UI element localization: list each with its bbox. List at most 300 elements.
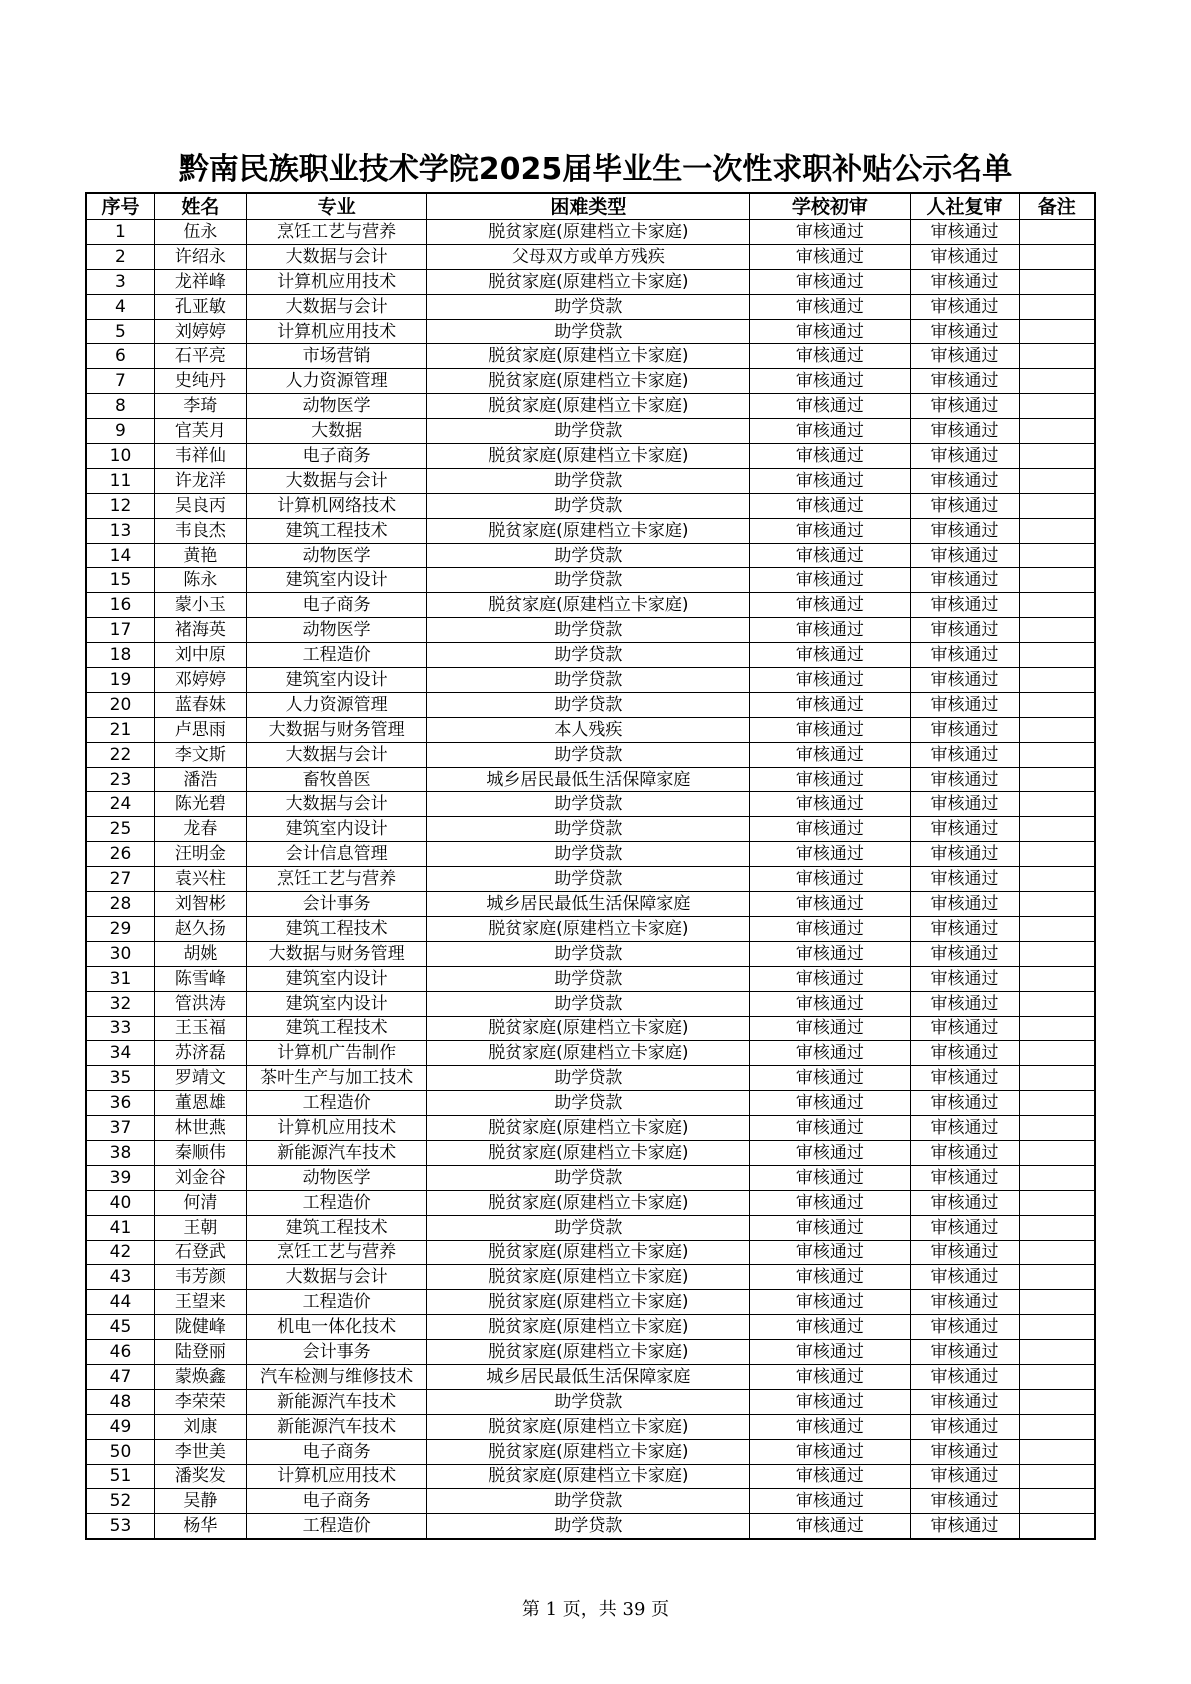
cell-major: 动物医学	[246, 543, 427, 568]
cell-difficulty-type: 助学贷款	[427, 1389, 750, 1414]
cell-name: 李文斯	[154, 742, 246, 767]
cell-school-review: 审核通过	[750, 867, 910, 892]
cell-major: 汽车检测与维修技术	[246, 1364, 427, 1389]
cell-major: 畜牧兽医	[246, 767, 427, 792]
cell-school-review: 审核通过	[750, 1464, 910, 1489]
cell-name: 许龙洋	[154, 468, 246, 493]
cell-index: 26	[86, 842, 154, 867]
cell-name: 王望来	[154, 1290, 246, 1315]
cell-school-review: 审核通过	[750, 643, 910, 668]
cell-hr-review: 审核通过	[910, 1190, 1019, 1215]
cell-remarks	[1019, 1439, 1095, 1464]
cell-difficulty-type: 助学贷款	[427, 941, 750, 966]
cell-hr-review: 审核通过	[910, 842, 1019, 867]
document-title: 黔南民族职业技术学院2025届毕业生一次性求职补贴公示名单	[178, 152, 1013, 187]
cell-school-review: 审核通过	[750, 220, 910, 245]
cell-major: 建筑工程技术	[246, 1215, 427, 1240]
cell-remarks	[1019, 294, 1095, 319]
cell-hr-review: 审核通过	[910, 593, 1019, 618]
cell-remarks	[1019, 1165, 1095, 1190]
cell-difficulty-type: 本人残疾	[427, 717, 750, 742]
cell-remarks	[1019, 1215, 1095, 1240]
cell-difficulty-type: 城乡居民最低生活保障家庭	[427, 1364, 750, 1389]
cell-name: 蒙焕鑫	[154, 1364, 246, 1389]
cell-school-review: 审核通过	[750, 244, 910, 269]
cell-name: 潘浩	[154, 767, 246, 792]
cell-difficulty-type: 脱贫家庭(原建档立卡家庭)	[427, 1315, 750, 1340]
cell-school-review: 审核通过	[750, 692, 910, 717]
cell-remarks	[1019, 1116, 1095, 1141]
cell-major: 大数据与会计	[246, 742, 427, 767]
cell-name: 陈光碧	[154, 792, 246, 817]
cell-difficulty-type: 助学贷款	[427, 468, 750, 493]
cell-school-review: 审核通过	[750, 1165, 910, 1190]
cell-school-review: 审核通过	[750, 817, 910, 842]
table-row	[86, 344, 1095, 369]
cell-remarks	[1019, 220, 1095, 245]
cell-name: 陈永	[154, 568, 246, 593]
cell-major: 动物医学	[246, 1165, 427, 1190]
cell-remarks	[1019, 817, 1095, 842]
cell-hr-review: 审核通过	[910, 941, 1019, 966]
cell-index: 46	[86, 1340, 154, 1365]
cell-difficulty-type: 脱贫家庭(原建档立卡家庭)	[427, 269, 750, 294]
cell-hr-review: 审核通过	[910, 244, 1019, 269]
table-row	[86, 1389, 1095, 1414]
table-row	[86, 991, 1095, 1016]
cell-remarks	[1019, 344, 1095, 369]
cell-name: 韦祥仙	[154, 444, 246, 469]
cell-hr-review: 审核通过	[910, 568, 1019, 593]
cell-hr-review: 审核通过	[910, 344, 1019, 369]
cell-major: 建筑室内设计	[246, 991, 427, 1016]
cell-major: 大数据与会计	[246, 792, 427, 817]
cell-hr-review: 审核通过	[910, 468, 1019, 493]
cell-major: 计算机应用技术	[246, 319, 427, 344]
cell-hr-review: 审核通过	[910, 518, 1019, 543]
cell-major: 烹饪工艺与营养	[246, 1240, 427, 1265]
table-row	[86, 1165, 1095, 1190]
cell-remarks	[1019, 319, 1095, 344]
table-row	[86, 692, 1095, 717]
cell-index: 40	[86, 1190, 154, 1215]
cell-hr-review: 审核通过	[910, 668, 1019, 693]
cell-name: 刘康	[154, 1414, 246, 1439]
cell-difficulty-type: 脱贫家庭(原建档立卡家庭)	[427, 518, 750, 543]
cell-hr-review: 审核通过	[910, 1140, 1019, 1165]
cell-school-review: 审核通过	[750, 294, 910, 319]
cell-major: 电子商务	[246, 593, 427, 618]
cell-school-review: 审核通过	[750, 1066, 910, 1091]
table-row	[86, 842, 1095, 867]
cell-hr-review: 审核通过	[910, 1091, 1019, 1116]
cell-index: 22	[86, 742, 154, 767]
cell-name: 陆登丽	[154, 1340, 246, 1365]
cell-school-review: 审核通过	[750, 468, 910, 493]
cell-name: 苏济磊	[154, 1041, 246, 1066]
cell-index: 38	[86, 1140, 154, 1165]
cell-school-review: 审核通过	[750, 1140, 910, 1165]
cell-difficulty-type: 助学贷款	[427, 1215, 750, 1240]
column-header-difficulty-type: 困难类型	[427, 193, 750, 220]
cell-school-review: 审核通过	[750, 966, 910, 991]
page-number: 第 1 页，共 39 页	[521, 1599, 670, 1620]
cell-difficulty-type: 助学贷款	[427, 1165, 750, 1190]
cell-remarks	[1019, 1190, 1095, 1215]
cell-school-review: 审核通过	[750, 842, 910, 867]
table-row	[86, 966, 1095, 991]
cell-remarks	[1019, 1364, 1095, 1389]
cell-hr-review: 审核通过	[910, 867, 1019, 892]
cell-name: 赵久扬	[154, 916, 246, 941]
cell-school-review: 审核通过	[750, 742, 910, 767]
cell-difficulty-type: 脱贫家庭(原建档立卡家庭)	[427, 369, 750, 394]
table-row	[86, 1414, 1095, 1439]
cell-major: 大数据与会计	[246, 1265, 427, 1290]
cell-name: 卢思雨	[154, 717, 246, 742]
cell-name: 李琦	[154, 394, 246, 419]
cell-index: 36	[86, 1091, 154, 1116]
cell-school-review: 审核通过	[750, 419, 910, 444]
cell-hr-review: 审核通过	[910, 1215, 1019, 1240]
cell-school-review: 审核通过	[750, 1514, 910, 1539]
cell-index: 6	[86, 344, 154, 369]
cell-remarks	[1019, 1489, 1095, 1514]
cell-index: 20	[86, 692, 154, 717]
cell-major: 大数据与财务管理	[246, 717, 427, 742]
column-header-remarks: 备注	[1019, 193, 1095, 220]
cell-difficulty-type: 助学贷款	[427, 817, 750, 842]
cell-remarks	[1019, 941, 1095, 966]
cell-school-review: 审核通过	[750, 1190, 910, 1215]
cell-major: 工程造价	[246, 1514, 427, 1539]
cell-name: 胡姚	[154, 941, 246, 966]
cell-index: 44	[86, 1290, 154, 1315]
cell-index: 11	[86, 468, 154, 493]
cell-school-review: 审核通过	[750, 1364, 910, 1389]
cell-major: 烹饪工艺与营养	[246, 220, 427, 245]
cell-hr-review: 审核通过	[910, 1439, 1019, 1464]
cell-major: 动物医学	[246, 394, 427, 419]
cell-difficulty-type: 脱贫家庭(原建档立卡家庭)	[427, 220, 750, 245]
cell-remarks	[1019, 1265, 1095, 1290]
cell-difficulty-type: 脱贫家庭(原建档立卡家庭)	[427, 1016, 750, 1041]
cell-hr-review: 审核通过	[910, 1116, 1019, 1141]
cell-school-review: 审核通过	[750, 568, 910, 593]
cell-difficulty-type: 助学贷款	[427, 319, 750, 344]
cell-index: 31	[86, 966, 154, 991]
cell-major: 建筑工程技术	[246, 916, 427, 941]
cell-name: 陇健峰	[154, 1315, 246, 1340]
table-row	[86, 294, 1095, 319]
cell-major: 建筑工程技术	[246, 1016, 427, 1041]
cell-difficulty-type: 助学贷款	[427, 842, 750, 867]
cell-difficulty-type: 助学贷款	[427, 493, 750, 518]
cell-major: 新能源汽车技术	[246, 1389, 427, 1414]
cell-school-review: 审核通过	[750, 1315, 910, 1340]
cell-remarks	[1019, 1514, 1095, 1539]
cell-index: 7	[86, 369, 154, 394]
cell-major: 烹饪工艺与营养	[246, 867, 427, 892]
cell-name: 吴良丙	[154, 493, 246, 518]
cell-name: 蓝春妹	[154, 692, 246, 717]
cell-remarks	[1019, 1240, 1095, 1265]
cell-remarks	[1019, 493, 1095, 518]
cell-major: 大数据与财务管理	[246, 941, 427, 966]
cell-school-review: 审核通过	[750, 717, 910, 742]
cell-remarks	[1019, 1464, 1095, 1489]
cell-name: 刘金谷	[154, 1165, 246, 1190]
cell-hr-review: 审核通过	[910, 618, 1019, 643]
cell-name: 伍永	[154, 220, 246, 245]
cell-school-review: 审核通过	[750, 1265, 910, 1290]
cell-name: 褚海英	[154, 618, 246, 643]
cell-index: 21	[86, 717, 154, 742]
cell-remarks	[1019, 394, 1095, 419]
cell-remarks	[1019, 742, 1095, 767]
cell-hr-review: 审核通过	[910, 419, 1019, 444]
cell-major: 新能源汽车技术	[246, 1414, 427, 1439]
cell-hr-review: 审核通过	[910, 817, 1019, 842]
cell-school-review: 审核通过	[750, 991, 910, 1016]
cell-school-review: 审核通过	[750, 319, 910, 344]
cell-name: 石平亮	[154, 344, 246, 369]
cell-index: 52	[86, 1489, 154, 1514]
table-row	[86, 1140, 1095, 1165]
cell-difficulty-type: 助学贷款	[427, 991, 750, 1016]
table-row	[86, 717, 1095, 742]
cell-school-review: 审核通过	[750, 593, 910, 618]
table-row	[86, 767, 1095, 792]
cell-school-review: 审核通过	[750, 518, 910, 543]
cell-name: 刘智彬	[154, 892, 246, 917]
cell-school-review: 审核通过	[750, 1041, 910, 1066]
cell-index: 23	[86, 767, 154, 792]
cell-remarks	[1019, 419, 1095, 444]
cell-remarks	[1019, 643, 1095, 668]
cell-remarks	[1019, 1315, 1095, 1340]
table-row	[86, 867, 1095, 892]
cell-index: 25	[86, 817, 154, 842]
cell-index: 48	[86, 1389, 154, 1414]
cell-name: 刘中原	[154, 643, 246, 668]
cell-major: 动物医学	[246, 618, 427, 643]
cell-index: 16	[86, 593, 154, 618]
cell-difficulty-type: 脱贫家庭(原建档立卡家庭)	[427, 1140, 750, 1165]
cell-index: 28	[86, 892, 154, 917]
cell-remarks	[1019, 444, 1095, 469]
cell-index: 8	[86, 394, 154, 419]
cell-name: 李荣荣	[154, 1389, 246, 1414]
cell-hr-review: 审核通过	[910, 742, 1019, 767]
cell-index: 32	[86, 991, 154, 1016]
cell-remarks	[1019, 518, 1095, 543]
cell-difficulty-type: 脱贫家庭(原建档立卡家庭)	[427, 344, 750, 369]
cell-difficulty-type: 城乡居民最低生活保障家庭	[427, 767, 750, 792]
cell-index: 43	[86, 1265, 154, 1290]
cell-name: 官芙月	[154, 419, 246, 444]
table-row	[86, 941, 1095, 966]
cell-major: 计算机广告制作	[246, 1041, 427, 1066]
cell-index: 47	[86, 1364, 154, 1389]
table-row	[86, 568, 1095, 593]
table-row	[86, 394, 1095, 419]
cell-major: 新能源汽车技术	[246, 1140, 427, 1165]
cell-index: 1	[86, 220, 154, 245]
cell-major: 会计事务	[246, 892, 427, 917]
cell-remarks	[1019, 892, 1095, 917]
cell-difficulty-type: 助学贷款	[427, 1091, 750, 1116]
cell-school-review: 审核通过	[750, 668, 910, 693]
cell-major: 大数据与会计	[246, 468, 427, 493]
cell-hr-review: 审核通过	[910, 493, 1019, 518]
cell-school-review: 审核通过	[750, 444, 910, 469]
cell-major: 会计事务	[246, 1340, 427, 1365]
cell-hr-review: 审核通过	[910, 1315, 1019, 1340]
cell-difficulty-type: 父母双方或单方残疾	[427, 244, 750, 269]
cell-major: 工程造价	[246, 1290, 427, 1315]
column-header-major: 专业	[246, 193, 427, 220]
cell-school-review: 审核通过	[750, 1489, 910, 1514]
table-row	[86, 668, 1095, 693]
cell-school-review: 审核通过	[750, 493, 910, 518]
cell-name: 袁兴柱	[154, 867, 246, 892]
cell-index: 4	[86, 294, 154, 319]
cell-hr-review: 审核通过	[910, 767, 1019, 792]
cell-difficulty-type: 助学贷款	[427, 543, 750, 568]
cell-hr-review: 审核通过	[910, 1414, 1019, 1439]
cell-difficulty-type: 脱贫家庭(原建档立卡家庭)	[427, 1265, 750, 1290]
cell-difficulty-type: 脱贫家庭(原建档立卡家庭)	[427, 1464, 750, 1489]
cell-remarks	[1019, 692, 1095, 717]
cell-index: 10	[86, 444, 154, 469]
cell-index: 49	[86, 1414, 154, 1439]
cell-index: 12	[86, 493, 154, 518]
cell-hr-review: 审核通过	[910, 643, 1019, 668]
table-row	[86, 1240, 1095, 1265]
cell-name: 石登武	[154, 1240, 246, 1265]
table-row	[86, 1116, 1095, 1141]
cell-remarks	[1019, 1414, 1095, 1439]
cell-name: 韦良杰	[154, 518, 246, 543]
cell-name: 王玉福	[154, 1016, 246, 1041]
cell-school-review: 审核通过	[750, 1215, 910, 1240]
table-row	[86, 319, 1095, 344]
cell-school-review: 审核通过	[750, 1116, 910, 1141]
cell-index: 30	[86, 941, 154, 966]
cell-name: 许绍永	[154, 244, 246, 269]
table-row	[86, 1265, 1095, 1290]
subsidy-roster-table	[85, 192, 1096, 1540]
cell-school-review: 审核通过	[750, 892, 910, 917]
cell-remarks	[1019, 1091, 1095, 1116]
cell-index: 35	[86, 1066, 154, 1091]
cell-major: 茶叶生产与加工技术	[246, 1066, 427, 1091]
cell-remarks	[1019, 468, 1095, 493]
cell-major: 计算机网络技术	[246, 493, 427, 518]
cell-hr-review: 审核通过	[910, 1514, 1019, 1539]
cell-difficulty-type: 助学贷款	[427, 692, 750, 717]
table-header-row	[86, 193, 1095, 220]
cell-name: 罗靖文	[154, 1066, 246, 1091]
cell-school-review: 审核通过	[750, 1240, 910, 1265]
cell-name: 汪明金	[154, 842, 246, 867]
cell-major: 工程造价	[246, 1190, 427, 1215]
cell-remarks	[1019, 717, 1095, 742]
table-row	[86, 220, 1095, 245]
cell-difficulty-type: 助学贷款	[427, 419, 750, 444]
cell-difficulty-type: 脱贫家庭(原建档立卡家庭)	[427, 1439, 750, 1464]
cell-hr-review: 审核通过	[910, 444, 1019, 469]
cell-school-review: 审核通过	[750, 543, 910, 568]
cell-school-review: 审核通过	[750, 1439, 910, 1464]
cell-difficulty-type: 脱贫家庭(原建档立卡家庭)	[427, 394, 750, 419]
cell-hr-review: 审核通过	[910, 991, 1019, 1016]
cell-major: 大数据与会计	[246, 244, 427, 269]
table-row	[86, 1091, 1095, 1116]
cell-difficulty-type: 脱贫家庭(原建档立卡家庭)	[427, 916, 750, 941]
cell-name: 黄艳	[154, 543, 246, 568]
cell-remarks	[1019, 1389, 1095, 1414]
cell-major: 市场营销	[246, 344, 427, 369]
table-row	[86, 916, 1095, 941]
cell-difficulty-type: 脱贫家庭(原建档立卡家庭)	[427, 1414, 750, 1439]
cell-index: 37	[86, 1116, 154, 1141]
cell-school-review: 审核通过	[750, 1389, 910, 1414]
table-body	[86, 220, 1095, 1540]
cell-hr-review: 审核通过	[910, 1489, 1019, 1514]
cell-name: 陈雪峰	[154, 966, 246, 991]
cell-hr-review: 审核通过	[910, 717, 1019, 742]
cell-difficulty-type: 脱贫家庭(原建档立卡家庭)	[427, 1290, 750, 1315]
cell-difficulty-type: 城乡居民最低生活保障家庭	[427, 892, 750, 917]
cell-index: 15	[86, 568, 154, 593]
cell-hr-review: 审核通过	[910, 1240, 1019, 1265]
table-row	[86, 444, 1095, 469]
cell-major: 工程造价	[246, 1091, 427, 1116]
cell-name: 潘奖发	[154, 1464, 246, 1489]
cell-difficulty-type: 助学贷款	[427, 1514, 750, 1539]
cell-major: 会计信息管理	[246, 842, 427, 867]
table-row	[86, 817, 1095, 842]
cell-difficulty-type: 助学贷款	[427, 643, 750, 668]
table-row	[86, 618, 1095, 643]
cell-index: 39	[86, 1165, 154, 1190]
table-row	[86, 543, 1095, 568]
cell-hr-review: 审核通过	[910, 294, 1019, 319]
cell-major: 人力资源管理	[246, 369, 427, 394]
cell-hr-review: 审核通过	[910, 692, 1019, 717]
cell-hr-review: 审核通过	[910, 1265, 1019, 1290]
cell-major: 计算机应用技术	[246, 269, 427, 294]
cell-index: 5	[86, 319, 154, 344]
cell-hr-review: 审核通过	[910, 916, 1019, 941]
cell-hr-review: 审核通过	[910, 394, 1019, 419]
cell-name: 刘婷婷	[154, 319, 246, 344]
cell-remarks	[1019, 668, 1095, 693]
cell-name: 董恩雄	[154, 1091, 246, 1116]
table-row	[86, 742, 1095, 767]
cell-hr-review: 审核通过	[910, 1389, 1019, 1414]
table-row	[86, 1041, 1095, 1066]
cell-index: 24	[86, 792, 154, 817]
cell-index: 29	[86, 916, 154, 941]
table-row	[86, 369, 1095, 394]
table-row	[86, 1190, 1095, 1215]
cell-name: 龙春	[154, 817, 246, 842]
cell-hr-review: 审核通过	[910, 1165, 1019, 1190]
table-row	[86, 518, 1095, 543]
